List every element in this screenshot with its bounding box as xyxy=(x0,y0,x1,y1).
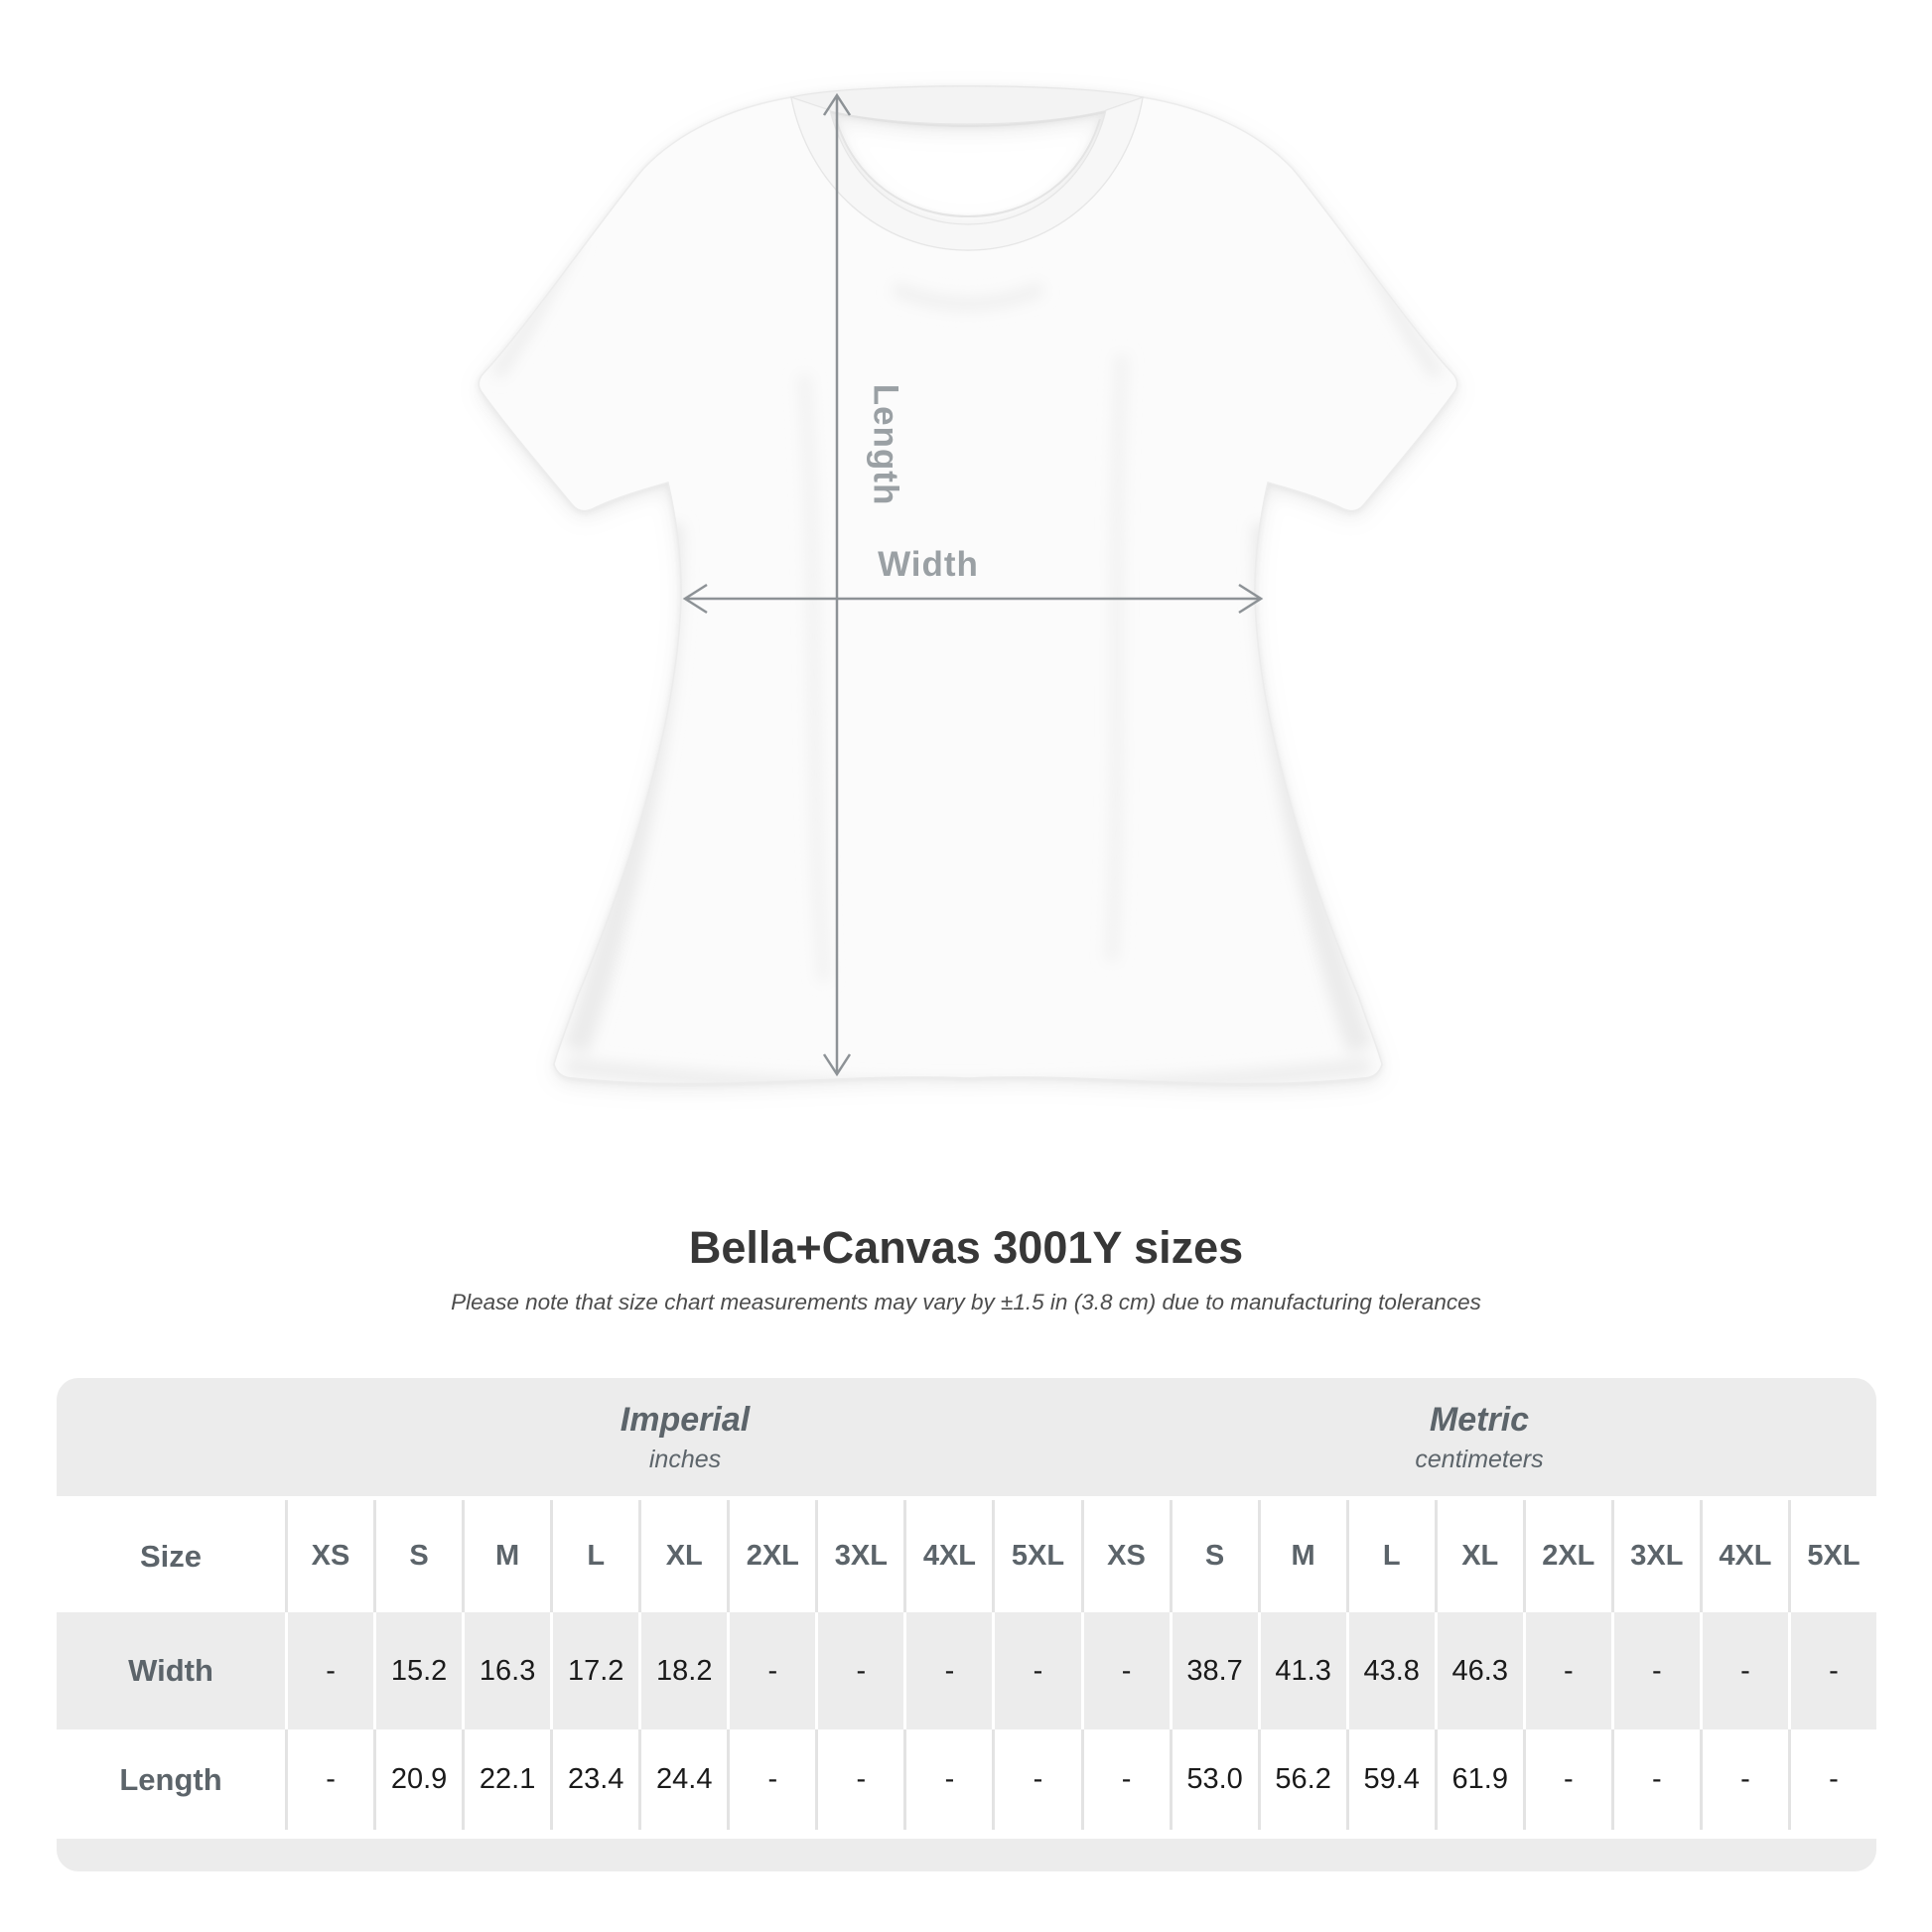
value-cell: - xyxy=(1526,1612,1611,1729)
size-col-header-imperial-xs: XS xyxy=(288,1500,373,1612)
size-col-header-imperial-l: L xyxy=(553,1500,638,1612)
size-row-label: Size xyxy=(57,1500,285,1612)
value-cell: - xyxy=(730,1729,815,1830)
value-cell: - xyxy=(906,1729,992,1830)
imperial-unit: inches xyxy=(648,1445,722,1473)
value-cell: - xyxy=(818,1729,903,1830)
size-col-header-imperial-3xl: 3XL xyxy=(818,1500,903,1612)
units-header-band xyxy=(57,1378,1876,1496)
value-cell: 59.4 xyxy=(1349,1729,1435,1830)
value-cell: - xyxy=(288,1729,373,1830)
size-col-header-imperial-2xl: 2XL xyxy=(730,1500,815,1612)
value-cell: 43.8 xyxy=(1349,1612,1435,1729)
value-cell: 46.3 xyxy=(1438,1612,1523,1729)
value-cell: - xyxy=(1614,1612,1700,1729)
table-footer-band xyxy=(57,1839,1876,1871)
size-col-header-metric-5xl: 5XL xyxy=(1791,1500,1876,1612)
value-cell: - xyxy=(818,1612,903,1729)
value-cell: 16.3 xyxy=(465,1612,550,1729)
value-cell: 41.3 xyxy=(1261,1612,1346,1729)
metric-unit: centimeters xyxy=(1415,1445,1544,1473)
units-header-spacer xyxy=(57,1378,288,1496)
size-col-header-metric-m: M xyxy=(1261,1500,1346,1612)
size-col-header-metric-s: S xyxy=(1173,1500,1258,1612)
value-cell: - xyxy=(1084,1612,1170,1729)
size-col-header-metric-xs: XS xyxy=(1084,1500,1170,1612)
value-cell: - xyxy=(1084,1729,1170,1830)
size-table xyxy=(57,1378,1876,1871)
value-cell: 56.2 xyxy=(1261,1729,1346,1830)
size-header-row xyxy=(57,1500,1876,1612)
value-cell: - xyxy=(288,1612,373,1729)
value-cell: 18.2 xyxy=(641,1612,727,1729)
value-cell: - xyxy=(995,1612,1080,1729)
size-col-header-imperial-m: M xyxy=(465,1500,550,1612)
imperial-header xyxy=(288,1378,1082,1496)
value-cell: - xyxy=(906,1612,992,1729)
value-cell: 20.9 xyxy=(376,1729,462,1830)
tolerance-note: Please note that size chart measurements may vary by ±1.5 in (3.8 cm) due to manufacturing tolerances xyxy=(451,1290,1481,1314)
value-cell: 23.4 xyxy=(553,1729,638,1830)
value-cell: 38.7 xyxy=(1173,1612,1258,1729)
size-col-header-metric-xl: XL xyxy=(1438,1500,1523,1612)
size-col-header-imperial-5xl: 5XL xyxy=(995,1500,1080,1612)
value-cell: 24.4 xyxy=(641,1729,727,1830)
imperial-title: Imperial xyxy=(620,1400,751,1439)
width-row xyxy=(57,1612,1876,1729)
value-cell: - xyxy=(1703,1729,1788,1830)
page-title: Bella+Canvas 3001Y sizes xyxy=(688,1222,1244,1273)
size-col-header-metric-2xl: 2XL xyxy=(1526,1500,1611,1612)
size-col-header-metric-4xl: 4XL xyxy=(1703,1500,1788,1612)
value-cell: 61.9 xyxy=(1438,1729,1523,1830)
value-cell: - xyxy=(1614,1729,1700,1830)
value-cell: - xyxy=(1791,1612,1876,1729)
size-col-header-imperial-xl: XL xyxy=(641,1500,727,1612)
length-row xyxy=(57,1729,1876,1830)
value-cell: - xyxy=(995,1729,1080,1830)
value-cell: - xyxy=(1791,1729,1876,1830)
value-cell: - xyxy=(1526,1729,1611,1830)
size-col-header-imperial-s: S xyxy=(376,1500,462,1612)
value-cell: - xyxy=(730,1612,815,1729)
size-col-header-metric-l: L xyxy=(1349,1500,1435,1612)
size-col-header-metric-3xl: 3XL xyxy=(1614,1500,1700,1612)
value-cell: 15.2 xyxy=(376,1612,462,1729)
length-row-label: Length xyxy=(57,1729,285,1830)
metric-header xyxy=(1082,1378,1876,1496)
value-cell: - xyxy=(1703,1612,1788,1729)
tshirt-illustration xyxy=(479,86,1457,1089)
value-cell: 53.0 xyxy=(1173,1729,1258,1830)
tshirt-diagram-svg xyxy=(427,58,1509,1112)
width-row-label: Width xyxy=(57,1612,285,1729)
width-dimension-label: Width xyxy=(878,545,979,584)
value-cell: 17.2 xyxy=(553,1612,638,1729)
size-col-header-imperial-4xl: 4XL xyxy=(906,1500,992,1612)
length-dimension-label: Length xyxy=(866,383,905,506)
metric-title: Metric xyxy=(1429,1400,1530,1439)
tshirt-diagram xyxy=(427,58,1509,1112)
value-cell: 22.1 xyxy=(465,1729,550,1830)
